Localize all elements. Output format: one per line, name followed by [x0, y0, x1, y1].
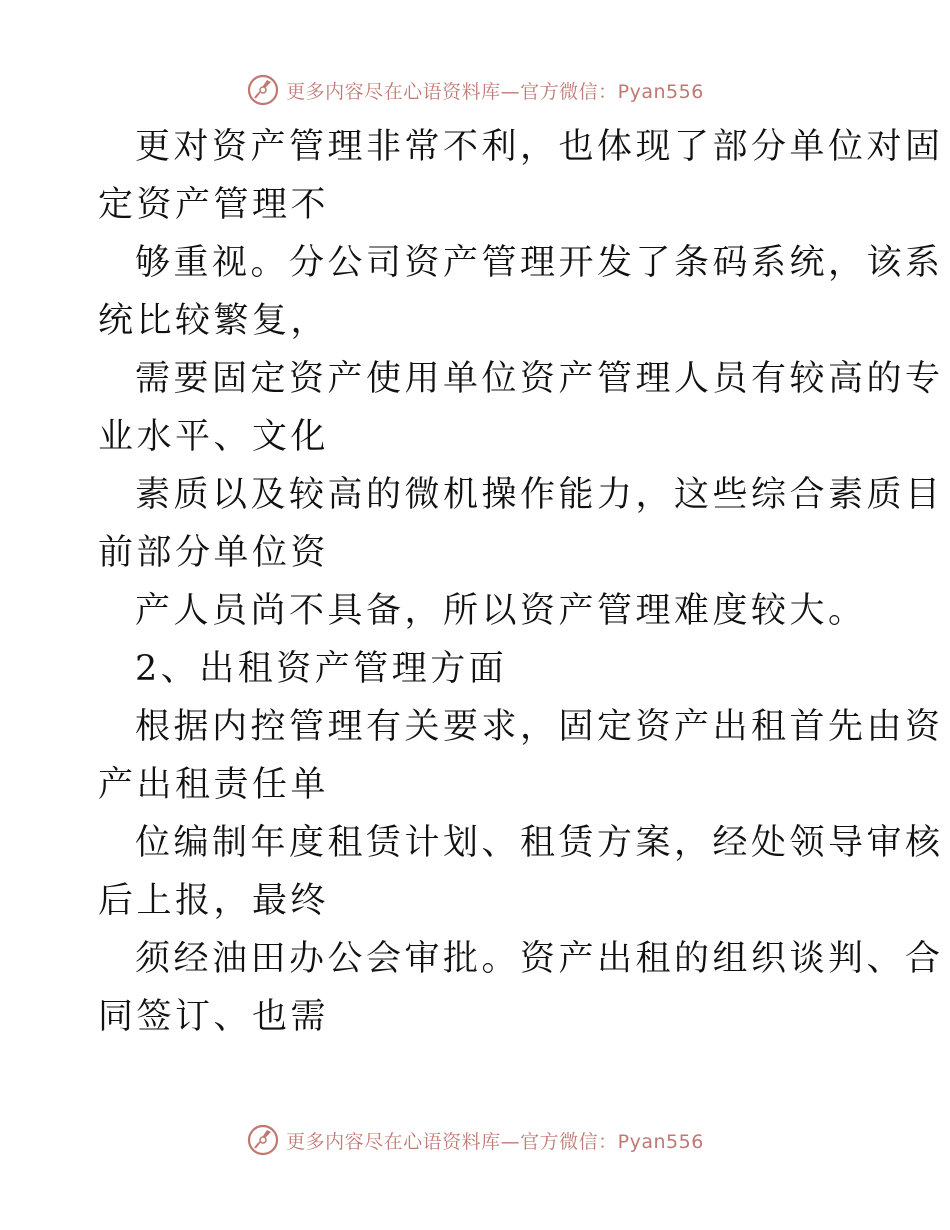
text-line: 2、出租资产管理方面	[135, 649, 508, 689]
document-body	[98, 118, 944, 1046]
text-line: 需要固定资产使用单位资产管理人员有较高的专	[135, 359, 944, 399]
header-banner	[0, 70, 950, 110]
feather-pen-logo-icon	[246, 1123, 280, 1157]
text-line: 须经油田办公会审批。资产出租的组织谈判、合	[135, 939, 944, 979]
text-line: 根据内控管理有关要求，固定资产出租首先由资	[135, 707, 944, 747]
text-line: 同签订、也需	[98, 997, 330, 1037]
footer-banner-text: 更多内容尽在心语资料库—官方微信：Pyan556	[286, 1130, 704, 1153]
text-line: 前部分单位资	[98, 533, 330, 573]
footer-banner	[0, 1120, 950, 1160]
text-line: 位编制年度租赁计划、租赁方案，经处领导审核	[135, 823, 944, 863]
text-line: 更对资产管理非常不利，也体现了部分单位对固	[135, 127, 944, 167]
feather-pen-logo-icon	[246, 73, 280, 107]
text-line: 产出租责任单	[98, 765, 330, 805]
header-banner-text: 更多内容尽在心语资料库—官方微信：Pyan556	[286, 80, 704, 103]
text-line: 统比较繁复，	[98, 301, 330, 341]
text-line: 够重视。分公司资产管理开发了条码系统，该系	[135, 243, 944, 283]
text-line: 后上报，最终	[98, 881, 330, 921]
text-line: 产人员尚不具备，所以资产管理难度较大。	[135, 591, 867, 631]
text-line: 素质以及较高的微机操作能力，这些综合素质目	[135, 475, 944, 515]
text-line: 业水平、文化	[98, 417, 330, 457]
text-line: 定资产管理不	[98, 185, 330, 225]
